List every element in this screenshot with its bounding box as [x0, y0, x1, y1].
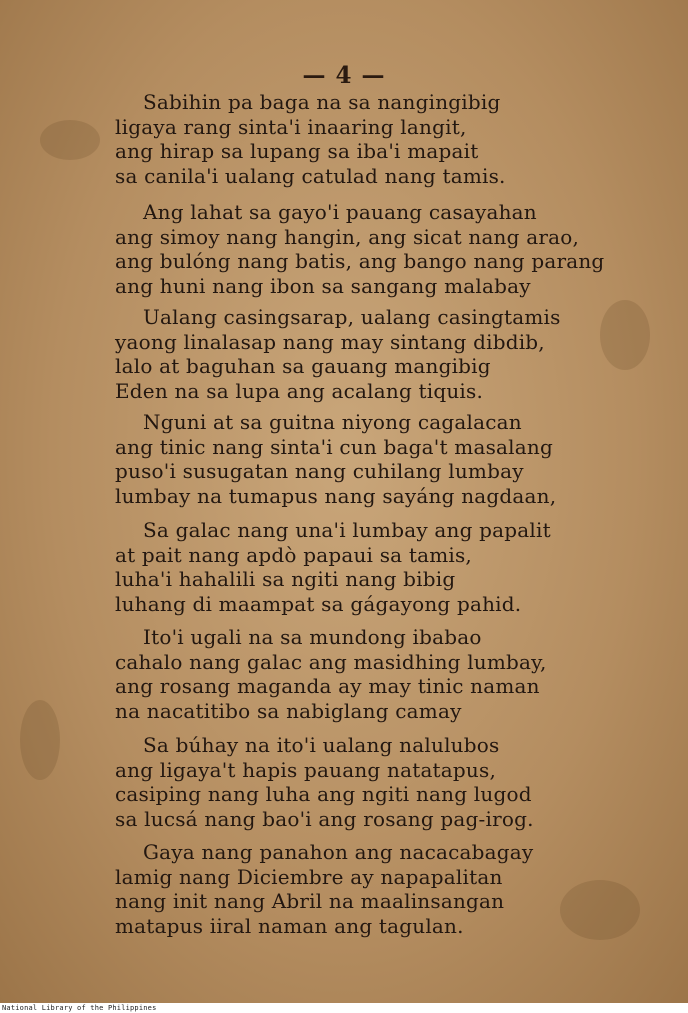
poem-line: casiping nang luha ang ngiti nang lugod — [115, 782, 532, 806]
stanza — [115, 305, 561, 403]
stanza — [115, 625, 547, 723]
poem-line: na nacatitibo sa nabiglang camay — [115, 698, 462, 723]
poem-line: Ito'i ugali na sa mundong ibabao — [143, 625, 482, 649]
poem-line: ang ligaya't hapis pauang natatapus, — [115, 757, 497, 782]
poem-line: luha'i hahalili sa ngiti nang bibig — [115, 567, 456, 591]
poem-line: lalo at baguhan sa gauang mangibig — [115, 354, 491, 378]
poem-line: Sabihin pa baga na sa nangingibig — [143, 90, 501, 114]
poem-line: ang tinic nang sinta'i cun baga't masalang — [115, 434, 553, 459]
stanza — [115, 410, 556, 508]
stanza — [115, 518, 551, 616]
poem-line: lamig nang Diciembre ay napapalitan — [115, 864, 503, 889]
poem-line: ang bulóng nang batis, ang bango nang parang — [115, 249, 605, 273]
poem-line: yaong linalasap nang may sintang dibdib, — [115, 329, 545, 354]
poem-line: ang simoy nang hangin, ang sicat nang arao, — [115, 224, 580, 249]
poem-line: Gaya nang panahon ang nacacabagay — [143, 840, 534, 864]
stanza — [115, 200, 604, 298]
poem-line: Ualang casingsarap, ualang casingtamis — [143, 305, 561, 329]
page-stain — [20, 700, 60, 780]
poem-line: ang hirap sa lupang sa iba'i mapait — [115, 139, 479, 163]
poem-line: Nguni at sa guitna niyong cagalacan — [143, 410, 522, 434]
page-stain — [600, 300, 650, 370]
stanza — [115, 733, 534, 831]
poem-line: Sa búhay na ito'i ualang nalulubos — [143, 733, 500, 757]
library-credit: National Library of the Philippines — [2, 1004, 157, 1012]
poem-line: ang huni nang ibon sa sangang malabay — [115, 273, 531, 298]
poem-line: luhang di maampat sa gágayong pahid. — [115, 591, 522, 616]
stanza — [115, 90, 506, 188]
poem-line: sa lucsá nang bao'i ang rosang pag-irog. — [115, 806, 534, 831]
poem-line: at pait nang apdò papaui sa tamis, — [115, 542, 472, 567]
page-stain — [560, 880, 640, 940]
poem-line: nang init nang Abril na maalinsangan — [115, 889, 505, 913]
poem-line: sa canila'i ualang catulad nang tamis. — [115, 163, 506, 188]
poem-line: Sa galac nang una'i lumbay ang papalit — [143, 518, 551, 542]
page-number: — 4 — — [302, 62, 386, 89]
stanza — [115, 840, 533, 938]
poem-line: Eden na sa lupa ang acalang tiquis. — [115, 378, 484, 403]
poem-line: ang rosang maganda ay may tinic naman — [115, 674, 540, 698]
poem-line: ligaya rang sinta'i inaaring langit, — [115, 114, 467, 139]
page-stain — [40, 120, 100, 160]
poem-line: Ang lahat sa gayo'i pauang casayahan — [143, 200, 537, 224]
poem-line: matapus iiral naman ang tagulan. — [115, 913, 464, 938]
poem-line: lumbay na tumapus nang sayáng nagdaan, — [115, 483, 557, 508]
poem-line: puso'i susugatan nang cuhilang lumbay — [115, 459, 524, 483]
poem-line: cahalo nang galac ang masidhing lumbay, — [115, 649, 547, 674]
